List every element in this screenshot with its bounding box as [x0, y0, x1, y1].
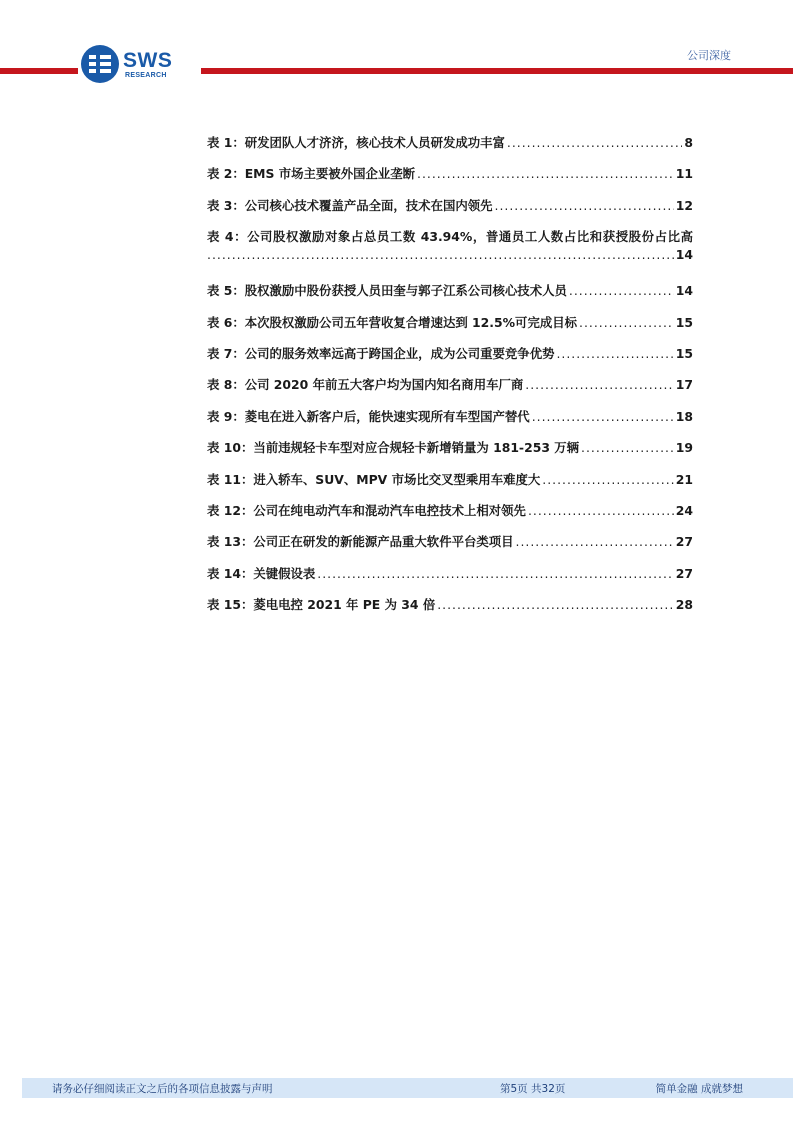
- toc-entry-page: 14: [675, 283, 693, 299]
- toc-entry-label: 表 15：菱电电控 2021 年 PE 为 34 倍: [207, 597, 436, 613]
- toc-leader-dots: [495, 197, 674, 215]
- toc-entry[interactable]: [207, 282, 693, 313]
- toc-entry-page: 17: [675, 377, 693, 393]
- toc-leader-dots: [528, 502, 674, 520]
- toc-leader-dots: [525, 376, 673, 394]
- toc-entry-page: 18: [675, 408, 693, 424]
- header-rule-right: [201, 68, 793, 74]
- logo-wordmark: SWS: [123, 49, 173, 72]
- toc-entry-page: 12: [675, 197, 693, 213]
- sws-logo-mark: [80, 44, 120, 84]
- toc-entry[interactable]: [207, 345, 693, 376]
- toc-entry-page: 27: [675, 534, 693, 550]
- toc-entry-page: 21: [675, 471, 693, 487]
- toc-leader-dots: [507, 134, 682, 152]
- toc-entry-label: 表 4：公司股权激励对象占总员工数 43.94%，普通员工人数占比和获授股份占比高: [207, 229, 693, 245]
- toc-leader-dots: [542, 471, 673, 489]
- toc-entry-label: 表 11：进入轿车、SUV、MPV 市场比交叉型乘用车难度大: [207, 471, 541, 487]
- toc-entry-label: 表 13：公司正在研发的新能源产品重大软件平台类项目: [207, 534, 514, 550]
- toc-entry[interactable]: [207, 376, 693, 407]
- toc-entry-label: 表 7：公司的服务效率远高于跨国企业，成为公司重要竞争优势: [207, 345, 555, 361]
- toc-entry-label: 表 3：公司核心技术覆盖产品全面，技术在国内领先: [207, 197, 493, 213]
- toc-entry-page: 14: [675, 247, 693, 263]
- toc-leader-dots: [417, 165, 674, 183]
- toc-entry[interactable]: [207, 565, 693, 596]
- toc-entry[interactable]: [207, 197, 693, 228]
- toc-entry-label: 表 10：当前违规轻卡车型对应合规轻卡新增销量为 181-253 万辆: [207, 440, 580, 456]
- footer-slogan: 简单金融 成就梦想: [655, 1083, 743, 1095]
- toc-entry[interactable]: [207, 502, 693, 533]
- sws-logo: [80, 44, 190, 88]
- toc-entry-page: 8: [684, 135, 693, 150]
- toc-entry[interactable]: [207, 408, 693, 439]
- toc-leader-dots: [556, 345, 673, 363]
- header-rule-left: [0, 68, 78, 74]
- toc-entry-page: 19: [675, 440, 693, 456]
- toc-entry[interactable]: [207, 471, 693, 502]
- page-footer: [22, 1078, 793, 1098]
- toc-entry-label: 表 12：公司在纯电动汽车和混动汽车电控技术上相对领先: [207, 502, 526, 518]
- toc-entry-page: 28: [675, 597, 693, 613]
- document-type: 公司深度: [687, 49, 731, 62]
- toc-entry[interactable]: [207, 165, 693, 196]
- toc-entry[interactable]: [207, 314, 693, 345]
- toc-entry-label: 表 14：关键假设表: [207, 565, 316, 581]
- table-of-tables: [207, 134, 693, 627]
- toc-entry-page: 24: [675, 502, 693, 518]
- toc-entry-label: 表 9：菱电在进入新客户后，能快速实现所有车型国产替代: [207, 408, 530, 424]
- toc-entry[interactable]: [207, 439, 693, 470]
- toc-entry[interactable]: [207, 228, 693, 282]
- toc-leader-dots: [437, 596, 674, 614]
- toc-entry-page: 11: [675, 166, 693, 182]
- footer-page-number: 第5页 共32页: [500, 1083, 566, 1095]
- toc-entry-label: 表 5：股权激励中股份获授人员田奎与郭子江系公司核心技术人员: [207, 283, 567, 299]
- toc-entry[interactable]: [207, 596, 693, 627]
- toc-leader-dots: [579, 314, 674, 332]
- toc-leader-dots: [207, 246, 674, 264]
- toc-leader-dots: [532, 408, 674, 426]
- toc-leader-dots: [317, 565, 673, 583]
- toc-entry-label: 表 6：本次股权激励公司五年营收复合增速达到 12.5%可完成目标: [207, 314, 578, 330]
- toc-entry-label: 表 1：研发团队人才济济，核心技术人员研发成功丰富: [207, 135, 505, 150]
- footer-disclaimer: 请务必仔细阅读正文之后的各项信息披露与声明: [52, 1083, 273, 1095]
- toc-leader-dots: [581, 439, 674, 457]
- toc-entry-page: 27: [675, 565, 693, 581]
- toc-entry[interactable]: [207, 134, 693, 165]
- toc-entry-page: 15: [675, 314, 693, 330]
- toc-entry[interactable]: [207, 533, 693, 564]
- toc-entry-label: 表 8：公司 2020 年前五大客户均为国内知名商用车厂商: [207, 377, 524, 393]
- toc-leader-dots: [569, 282, 674, 300]
- toc-entry-label: 表 2：EMS 市场主要被外国企业垄断: [207, 166, 416, 182]
- logo-subtitle: RESEARCH: [125, 72, 167, 79]
- toc-entry-page: 15: [675, 345, 693, 361]
- toc-leader-dots: [516, 533, 674, 551]
